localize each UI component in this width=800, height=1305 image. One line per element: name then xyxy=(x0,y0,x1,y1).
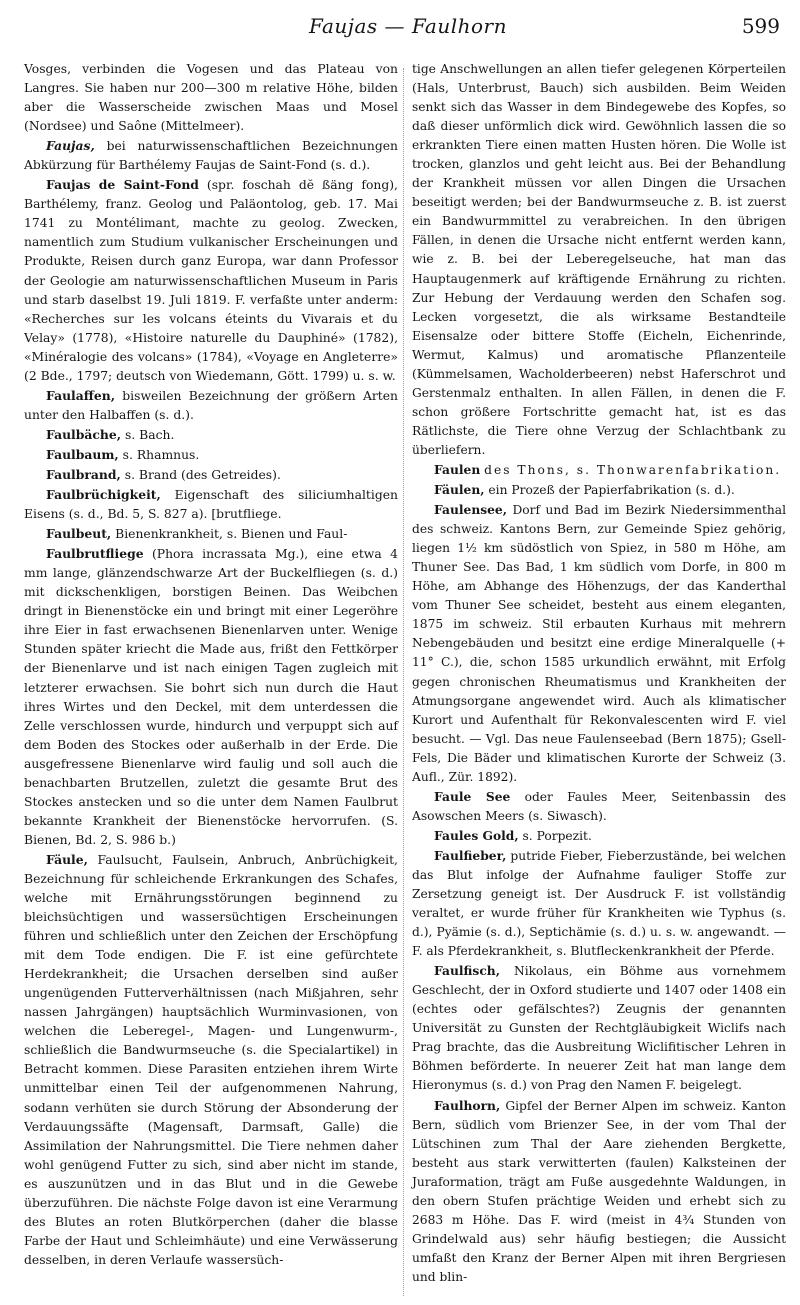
running-title: Faujas — Faulhorn xyxy=(308,14,507,38)
headword: Fäulen, xyxy=(434,482,485,498)
page-header xyxy=(36,12,780,42)
entry-faulfieber: Faulfieber, putride Fieber, Fieberzustände, bei welchen das Blut infolge der Aufnahme fauliger Stoffe zur Zersetzung geneigt ist. Der Ausdruck F. ist vollständig veraltet, er wurde früher für Krankheiten wie Typhus (s. d.), Pyämie (s. d.), Septichämie (s. d.) u. s. w. angewandt. — F. als Pferdekrankheit, s. Blutfleckenkrankheit der Pferde. xyxy=(412,847,786,959)
headword: Faujas, xyxy=(46,138,95,154)
entry-faule-see: Faule See oder Faules Meer, Seitenbassin des Asowschen Meers (s. Siwasch). xyxy=(412,788,786,823)
entry-faulaffen: Faulaffen, bisweilen Bezeichnung der größern Arten unter den Halbaffen (s. d.). xyxy=(24,387,398,422)
entry-continuation: tige Anschwellungen an allen tiefer gelegenen Körperteilen (Hals, Unterbrust, Bauch) sich ausbilden. Beim Weiden senkt sich das Wasser in dem Bindegewebe des Kopfes, so daß dieser unförmlich dick wird. Gewöhnlich lassen die so erkrankten Tiere einen matten Husten hören. Die Wolle ist trocken, glanzlos und geht leicht aus. Bei der Behandlung der Krankheit müssen vor allen Dingen die Ursachen beseitigt werden; bei der Bandwurmseuche z. B. ist zuerst ein Bandwurmmittel zu verabreichen. In den übrigen Fällen, in denen die Ursache nicht entfernt werden kann, wie z. B. bei der Leberegelseuche, hat man das Hauptaugenmerk auf kräftigende Ernährung zu richten. Zur Hebung der Verdauung werden den Schafen sog. Lecken vorgesetzt, die als wirksame Bestandteile Eisensalze oder bittere Stoffe (Eicheln, Eichenrinde, Wermut, Kalmus) und aromatische Pflanzenteile (Kümmelsamen, Wacholderbeeren) nebst Haferschrot und Gerstenmalz enthalten. In allen Fällen, in denen die F. schon größere Fortschritte gemacht hat, ist es das Rätlichste, die Tiere ohne Verzug der Schlachtbank zu überliefern. xyxy=(412,62,786,457)
entry-faulfisch: Faulfisch, Nikolaus, ein Böhme aus vornehmem Geschlecht, der in Oxford studierte und 1407 oder 1408 ein (echtes oder gefälschtes?) Zeugnis der genannten Universität zu Gunsten der Rechtgläubigkeit Wiclifs nach Prag brachte, das die Ausbreitung Wiclifitischer Lehren in Böhmen beförderte. In neuerer Zeit hat man lange dem Hieronymus (s. d.) von Prag den Namen F. beigelegt. xyxy=(412,963,786,1093)
entry-faujas-de-saint-fond: Faujas de Saint-Fond (spr. foschah dĕ ßäng fong), Barthélemy, franz. Geolog und Paläontolog, geb. 17. Mai 1741 zu Montélimant, machte zu geolog. Zwecken, namentlich zum Studium vulkanischer Erscheinungen und Produkte, Reisen durch ganz Europa, war dann Professor der Geologie am naturwissenschaftlichen Museum in Paris und starb daselbst 19. Juli 1819. F. verfaßte unter anderm: «Recherches sur les volcans éteints du Vivarais et du Velay» (1778), «Histoire naturelle du Dauphiné» (1782), «Minéralogie des volcans» (1784), «Voyage en Angleterre» (2 Bde., 1797; deutsch von Wiedemann, Gött. 1799) u. s. w. xyxy=(24,177,398,383)
entry-faeulen: Fäulen, ein Prozeß der Papierfabrikation (s. d.). xyxy=(434,482,735,498)
headword: Faujas de Saint-Fond xyxy=(46,177,199,193)
entry-faulbaeche: Faulbäche, s. Bach. xyxy=(46,426,175,442)
page-number: 599 xyxy=(741,14,780,38)
headword: Faulfieber, xyxy=(434,847,507,863)
entry-faules-gold: Faules Gold, s. Porpezit. xyxy=(434,827,592,843)
entry-faulhorn: Faulhorn, Gipfel der Berner Alpen im schweiz. Kanton Bern, südlich vom Brienzer See, in der vom Thal der Lütschinen zum Thal der Aare ziehenden Bergkette, besteht aus stark verwitterten (faulen) Kalksteinen der Juraformation, trägt am Fuße ausgedehnte Waldungen, in den obern Stufen prächtige Weiden und erhebt sich zu 2683 m Höhe. Das F. wird (meist in 4¾ Stunden von Grindelwald aus) sehr häufig bestiegen; die Aussicht umfaßt den Kranz der Berner Alpen mit ihren Bergriesen und blin- xyxy=(412,1097,786,1284)
headword: Faulbeut, xyxy=(46,526,112,542)
entry-faulbrutfliege: Faulbrutfliege (Phora incrassata Mg.), eine etwa 4 mm lange, glänzendschwarze Art der Buckelfliegen (s. d.) mit dickschenkligen, borstigen Beinen. Das Weibchen dringt in Bienenstöcke ein und bringt mit einer Legeröhre ihre Eier in fast erwachsenen Bienenlarven unter. Wenige Stunden später kriecht die Made aus, frißt den Fettkörper der Bienenlarve und ist nach einigen Tagen zugleich mit letzterer erwachsen. Sie bohrt sich nun durch die Haut ihres Wirtes und den Deckel, mit dem unterdessen die Zelle verschlossen wurde, hindurch und verpuppt sich auf dem Boden des Stockes oder außerhalb in der Erde. Die ausgefressene Bienenlarve wird faulig und soll auch die benachbarten Brutzellen, zuletzt die gesamte Brut des Stockes anstecken und so die unter dem Namen Faulbrut bekannte Krankheit der Bienenstöcke hervorrufen. (S. Bienen, Bd. 2, S. 986 b.) xyxy=(24,546,398,847)
headword: Faules Gold, xyxy=(434,827,519,843)
entry-faulbaum: Faulbaum, s. Rhamnus. xyxy=(46,446,200,462)
entry-faulensee: Faulensee, Dorf und Bad im Bezirk Niedersimmenthal des schweiz. Kantons Bern, zur Gemeinde Spiez gehörig, liegen 1½ km südöstlich von Spiez, in 580 m Höhe, am Thuner See. Das Bad, 1 km südlich vom Dorfe, in 800 m Höhe, am Abhange des Höhenzugs, der das Kanderthal vom Thuner See scheidet, besteht aus einem eleganten, 1875 im schweiz. Stil erbauten Kurhaus mit mehrern Nebengebäuden und besitzt eine erdige Mineralquelle (+ 11° C.), die, schon 1585 urkundlich erwähnt, mit Erfolg gegen chronischen Rheumatismus und Krankheiten der Atmungsorgane angewendet wird. Auch als klimatischer Kurort und Aufenthalt für Rekonvalescenten wird F. viel besucht. — Vgl. Das neue Faulenseebad (Bern 1875); Gsell-Fels, Die Bäder und klimatischen Kurorte der Schweiz (3. Aufl., Zür. 1892). xyxy=(412,502,786,784)
entry-faulbrand: Faulbrand, s. Brand (des Getreides). xyxy=(46,466,281,482)
headword: Faulhorn, xyxy=(434,1097,501,1113)
entry-faulbeut: Faulbeut, Bienenkrankheit, s. Bienen und Faul- xyxy=(46,526,348,542)
headword: Faulbrüchigkeit, xyxy=(46,487,161,503)
right-column xyxy=(412,60,786,1287)
headword: Faulen xyxy=(434,461,481,477)
headword: Faulensee, xyxy=(434,502,507,518)
headword: Faulbrutfliege xyxy=(46,546,144,562)
headword: Faulbäche, xyxy=(46,426,122,442)
entry-faulbruechigkeit: Faulbrüchigkeit, Eigenschaft des siliciumhaltigen Eisens (s. d., Bd. 5, S. 827 a). [brutfliege. xyxy=(24,487,398,522)
left-column xyxy=(24,60,398,1270)
headword: Faule See xyxy=(434,788,511,804)
headword: Faulfisch, xyxy=(434,963,500,979)
entry-faulen: Faulen des Thons, s. Thonwarenfabrikation. xyxy=(434,461,782,477)
entry-continuation: Vosges, verbinden die Vogesen und das Plateau von Langres. Sie haben nur 200—300 m relative Höhe, bilden aber die Wasserscheide zwischen Maas und Mosel (Nordsee) und Saône (Mittelmeer). xyxy=(24,62,398,134)
headword: Faulaffen, xyxy=(46,387,116,403)
headword: Faulbaum, xyxy=(46,446,119,462)
headword: Faulbrand, xyxy=(46,466,121,482)
entry-faeule: Fäule, Faulsucht, Faulsein, Anbruch, Anbrüchigkeit, Bezeichnung für schleichende Erkrankungen des Schafes, welche mit Ernährungsstörungen beginnend zu bleichsüchtigen und wassersüchtigen Erscheinungen führen und schließlich unter den Zeichen der Erschöpfung mit dem Tode endigen. Die F. ist eine gefürchtete Herdekrankheit; die Ursachen derselben sind außer ungenügenden Futterverhältnissen (nach Mißjahren, sehr nassen Jahrgängen) hauptsächlich Wurminvasionen, von welchen die Leberegel-, Magen- und Lungenwurm-, schließlich die Bandwurmseuche (s. die Specialartikel) in Betracht kommen. Diese Parasiten entziehen ihrem Wirte unmittelbar einen Teil der aufgenommenen Nahrung, sodann verhüten sie durch Störung der Absonderung der Verdauungssäfte (Magensaft, Darmsaft, Galle) die Assimilation der Nahrungsmittel. Die Tiere nehmen daher wohl genügend Futter zu sich, sind aber nicht im stande, es auszunützen und in das Blut und in die Gewebe überzuführen. Die nächste Folge davon ist eine Verarmung des Blutes an roten Blutkörperchen (daher die blasse Farbe der Haut und Schleimhäute) und eine Verwässerung desselben, in deren Verlaufe wassersüch- xyxy=(24,851,398,1267)
column-divider xyxy=(403,68,404,1296)
headword: Fäule, xyxy=(46,851,88,867)
entry-faujas: Faujas, bei naturwissenschaftlichen Bezeichnungen Abkürzung für Barthélemy Faujas de Saint-Fond (s. d.). xyxy=(24,138,398,173)
